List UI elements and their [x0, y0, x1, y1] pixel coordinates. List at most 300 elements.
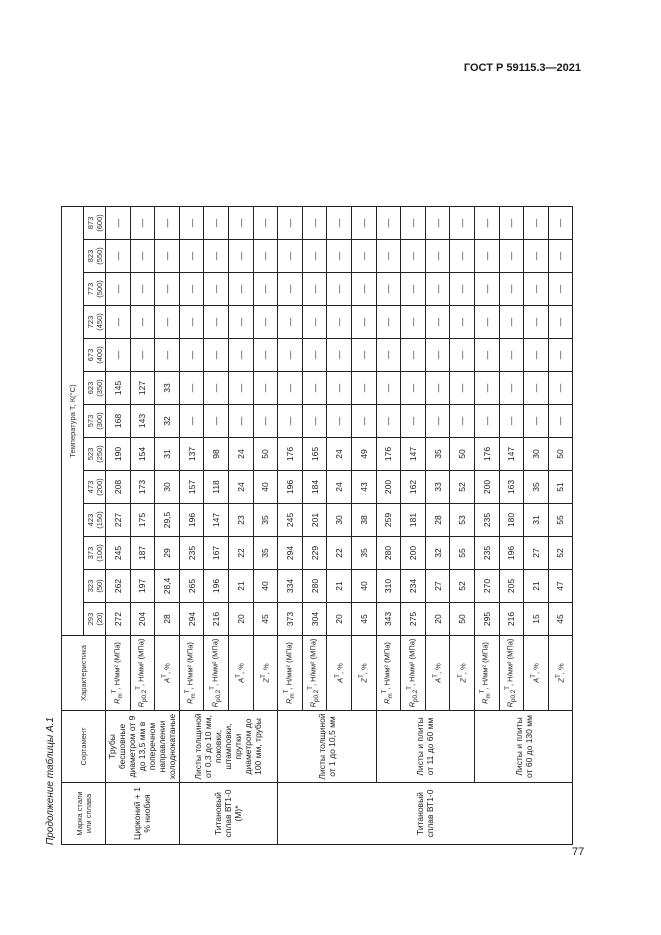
temp-kelvin: 423 — [85, 513, 95, 527]
value-cell: 176 — [278, 438, 303, 471]
value-cell: — — [351, 306, 376, 339]
value-cell: 147 — [401, 438, 426, 471]
header-temp — [84, 603, 106, 636]
header-temp — [84, 471, 106, 504]
header-temp — [84, 405, 106, 438]
value-cell: — — [548, 240, 573, 273]
value-cell: — — [130, 306, 155, 339]
value-cell: 165 — [302, 438, 327, 471]
value-cell: 196 — [179, 504, 204, 537]
value-cell: 118 — [204, 471, 229, 504]
value-cell: 40 — [253, 570, 278, 603]
value-cell: 145 — [106, 372, 131, 405]
value-cell: 29 — [155, 537, 180, 570]
value-cell: 265 — [179, 570, 204, 603]
value-cell: — — [499, 339, 524, 372]
temp-kelvin: 623 — [85, 381, 95, 395]
value-cell: 280 — [302, 570, 327, 603]
value-cell: 201 — [302, 504, 327, 537]
value-cell: 197 — [130, 570, 155, 603]
value-cell: — — [524, 372, 549, 405]
rotated-page-content — [45, 95, 566, 845]
assortment-cell: Листы и плиты от 60 до 130 мм — [474, 711, 572, 783]
value-cell: 45 — [351, 603, 376, 636]
value-cell: 24 — [327, 438, 352, 471]
temp-kelvin: 473 — [85, 480, 95, 494]
value-cell: 181 — [401, 504, 426, 537]
value-cell: — — [228, 339, 253, 372]
table-body — [62, 207, 573, 845]
value-cell: 137 — [179, 438, 204, 471]
value-cell: 173 — [130, 471, 155, 504]
value-cell: — — [253, 207, 278, 240]
characteristic-cell: $A^T$, % — [425, 636, 450, 711]
value-cell: — — [155, 339, 180, 372]
temp-celsius: (300) — [94, 412, 104, 430]
value-cell: — — [351, 240, 376, 273]
value-cell: 55 — [548, 504, 573, 537]
value-cell: 235 — [474, 537, 499, 570]
temp-kelvin: 373 — [85, 546, 95, 560]
value-cell: — — [548, 372, 573, 405]
value-cell: 45 — [253, 603, 278, 636]
value-cell: — — [376, 306, 401, 339]
value-cell: — — [401, 273, 426, 306]
value-cell: — — [253, 240, 278, 273]
value-cell: — — [450, 240, 475, 273]
value-cell: 49 — [351, 438, 376, 471]
value-cell: — — [302, 273, 327, 306]
value-cell: 40 — [351, 570, 376, 603]
value-cell: 21 — [228, 570, 253, 603]
value-cell: — — [351, 405, 376, 438]
value-cell: — — [302, 240, 327, 273]
value-cell: — — [474, 339, 499, 372]
value-cell: 262 — [106, 570, 131, 603]
value-cell: — — [474, 372, 499, 405]
header-temp — [84, 240, 106, 273]
value-cell: 51 — [548, 471, 573, 504]
value-cell: — — [204, 207, 229, 240]
value-cell: — — [548, 405, 573, 438]
value-cell: — — [351, 207, 376, 240]
value-cell: — — [548, 306, 573, 339]
value-cell: — — [425, 207, 450, 240]
value-cell: 163 — [499, 471, 524, 504]
value-cell: 55 — [450, 537, 475, 570]
header-temp — [84, 570, 106, 603]
value-cell: — — [302, 339, 327, 372]
value-cell: — — [204, 405, 229, 438]
value-cell: — — [376, 240, 401, 273]
value-cell: 176 — [474, 438, 499, 471]
value-cell: — — [351, 273, 376, 306]
value-cell: 270 — [474, 570, 499, 603]
value-cell: 27 — [425, 570, 450, 603]
temp-kelvin: 323 — [85, 579, 95, 593]
value-cell: — — [253, 339, 278, 372]
value-cell: — — [425, 240, 450, 273]
temp-celsius: (400) — [94, 346, 104, 364]
value-cell: — — [302, 306, 327, 339]
value-cell: 229 — [302, 537, 327, 570]
header-temp — [84, 339, 106, 372]
table-row — [278, 207, 303, 845]
value-cell: 53 — [450, 504, 475, 537]
value-cell: 28,4 — [155, 570, 180, 603]
value-cell: — — [474, 273, 499, 306]
header-row — [62, 207, 84, 845]
value-cell: 24 — [327, 471, 352, 504]
value-cell: 28 — [425, 504, 450, 537]
temp-celsius: (600) — [94, 214, 104, 232]
value-cell: — — [278, 372, 303, 405]
temp-kelvin: 573 — [85, 414, 95, 428]
value-cell: — — [204, 240, 229, 273]
temp-kelvin: 773 — [85, 282, 95, 296]
value-cell: 147 — [204, 504, 229, 537]
value-cell: — — [351, 372, 376, 405]
value-cell: 20 — [327, 603, 352, 636]
value-cell: — — [401, 306, 426, 339]
characteristic-cell: $R_{p0,2}^T$, Н/мм² (МПа) — [401, 636, 426, 711]
value-cell: 200 — [376, 471, 401, 504]
value-cell: 245 — [278, 504, 303, 537]
value-cell: — — [499, 372, 524, 405]
value-cell: — — [376, 207, 401, 240]
temp-celsius: (450) — [94, 313, 104, 331]
characteristic-cell: $A^T$, % — [155, 636, 180, 711]
characteristic-cell: $R_m^T$, Н/мм² (МПа) — [179, 636, 204, 711]
value-cell: 28 — [155, 603, 180, 636]
temp-celsius: (500) — [94, 280, 104, 298]
characteristic-cell: $R_m^T$, Н/мм² (МПа) — [106, 636, 131, 711]
value-cell: 21 — [524, 570, 549, 603]
value-cell: — — [106, 240, 131, 273]
value-cell: — — [425, 273, 450, 306]
value-cell: — — [327, 405, 352, 438]
value-cell: 310 — [376, 570, 401, 603]
value-cell: 31 — [155, 438, 180, 471]
value-cell: — — [204, 273, 229, 306]
value-cell: — — [499, 306, 524, 339]
temp-celsius: (50) — [94, 579, 104, 593]
value-cell: — — [327, 240, 352, 273]
temp-kelvin: 523 — [85, 447, 95, 461]
value-cell: — — [450, 339, 475, 372]
value-cell: 45 — [548, 603, 573, 636]
value-cell: — — [302, 405, 327, 438]
value-cell: — — [548, 339, 573, 372]
header-temp — [84, 207, 106, 240]
value-cell: — — [278, 339, 303, 372]
assortment-cell: Листы толщиной от 0,3 до 10 мм, поковки, штамповки, прутки диаметром до 100 мм, трубы — [179, 711, 277, 783]
value-cell: — — [106, 273, 131, 306]
value-cell: 147 — [499, 438, 524, 471]
temp-celsius: (250) — [94, 445, 104, 463]
characteristic-cell: $Z^T$, % — [351, 636, 376, 711]
value-cell: 295 — [474, 603, 499, 636]
value-cell: 20 — [425, 603, 450, 636]
characteristic-cell: $A^T$, % — [524, 636, 549, 711]
value-cell: 50 — [253, 438, 278, 471]
value-cell: — — [106, 306, 131, 339]
value-cell: — — [450, 405, 475, 438]
temp-celsius: (150) — [94, 511, 104, 529]
value-cell: 259 — [376, 504, 401, 537]
value-cell: 15 — [524, 603, 549, 636]
value-cell: 167 — [204, 537, 229, 570]
value-cell: — — [376, 372, 401, 405]
value-cell: — — [253, 306, 278, 339]
value-cell: — — [253, 372, 278, 405]
value-cell: — — [524, 273, 549, 306]
value-cell: — — [425, 405, 450, 438]
value-cell: — — [524, 306, 549, 339]
temp-kelvin: 873 — [85, 216, 95, 230]
table-row — [376, 207, 401, 845]
temp-celsius: (20) — [94, 612, 104, 626]
value-cell: — — [450, 273, 475, 306]
value-cell: — — [228, 207, 253, 240]
value-cell: 22 — [327, 537, 352, 570]
value-cell: — — [179, 240, 204, 273]
value-cell: — — [106, 207, 131, 240]
value-cell: 162 — [401, 471, 426, 504]
value-cell: 30 — [327, 504, 352, 537]
value-cell: — — [253, 273, 278, 306]
value-cell: — — [524, 405, 549, 438]
characteristic-cell: $A^T$, % — [327, 636, 352, 711]
table-row — [179, 207, 204, 845]
value-cell: 235 — [474, 504, 499, 537]
value-cell: — — [278, 207, 303, 240]
properties-table — [61, 206, 573, 845]
value-cell: — — [450, 372, 475, 405]
value-cell: — — [278, 405, 303, 438]
value-cell: — — [351, 339, 376, 372]
value-cell: — — [450, 306, 475, 339]
value-cell: 235 — [179, 537, 204, 570]
value-cell: 30 — [155, 471, 180, 504]
value-cell: 27 — [524, 537, 549, 570]
value-cell: — — [253, 405, 278, 438]
value-cell: 24 — [228, 438, 253, 471]
value-cell: 196 — [204, 570, 229, 603]
value-cell: 334 — [278, 570, 303, 603]
value-cell: 216 — [499, 603, 524, 636]
temp-kelvin: 823 — [85, 249, 95, 263]
value-cell: 187 — [130, 537, 155, 570]
value-cell: 190 — [106, 438, 131, 471]
characteristic-cell: $R_m^T$, Н/мм² (МПа) — [474, 636, 499, 711]
characteristic-cell: $Z^T$, % — [548, 636, 573, 711]
value-cell: 227 — [106, 504, 131, 537]
value-cell: — — [327, 273, 352, 306]
value-cell: — — [179, 306, 204, 339]
header-temp — [84, 504, 106, 537]
value-cell: 35 — [425, 438, 450, 471]
temp-kelvin: 673 — [85, 348, 95, 362]
value-cell: — — [204, 372, 229, 405]
header-temp — [84, 273, 106, 306]
value-cell: — — [278, 240, 303, 273]
header-material: Марка стали или сплава — [62, 783, 106, 845]
value-cell: 35 — [253, 504, 278, 537]
value-cell: 373 — [278, 603, 303, 636]
value-cell: — — [179, 273, 204, 306]
value-cell: 180 — [499, 504, 524, 537]
value-cell: 50 — [548, 438, 573, 471]
value-cell: 234 — [401, 570, 426, 603]
value-cell: — — [155, 306, 180, 339]
characteristic-cell: $R_{p0,2}^T$, Н/мм² (МПа) — [204, 636, 229, 711]
header-characteristic: Характеристика — [62, 636, 106, 711]
value-cell: 35 — [351, 537, 376, 570]
value-cell: — — [499, 273, 524, 306]
value-cell: 294 — [179, 603, 204, 636]
value-cell: — — [204, 306, 229, 339]
material-cell: Цирконий + 1 % ниобия — [106, 783, 180, 845]
value-cell: — — [474, 306, 499, 339]
value-cell: 20 — [228, 603, 253, 636]
value-cell: — — [401, 240, 426, 273]
value-cell: 47 — [548, 570, 573, 603]
value-cell: 33 — [425, 471, 450, 504]
characteristic-cell: $R_{p0,2}^T$, Н/мм² (МПа) — [302, 636, 327, 711]
value-cell: — — [499, 240, 524, 273]
value-cell: — — [524, 207, 549, 240]
material-cell: Титановый сплав ВТ1-0 (М)* — [179, 783, 277, 845]
assortment-cell: Трубы бесшовные диаметром от 9 до 13,5 мм в поперечном направлении холоднокатаные — [106, 711, 180, 783]
value-cell: 127 — [130, 372, 155, 405]
temp-celsius: (550) — [94, 247, 104, 265]
characteristic-cell: $R_{p0,2}^T$, Н/мм² (МПа) — [499, 636, 524, 711]
value-cell: 216 — [204, 603, 229, 636]
value-cell: — — [474, 405, 499, 438]
value-cell: — — [228, 273, 253, 306]
characteristic-cell: $R_{p0,2}^T$, Н/мм² (МПа) — [130, 636, 155, 711]
value-cell: 175 — [130, 504, 155, 537]
temp-kelvin: 293 — [85, 612, 95, 626]
value-cell: 184 — [302, 471, 327, 504]
value-cell: — — [179, 405, 204, 438]
value-cell: 52 — [450, 570, 475, 603]
value-cell: — — [130, 273, 155, 306]
value-cell: — — [278, 273, 303, 306]
value-cell: — — [155, 240, 180, 273]
value-cell: — — [302, 207, 327, 240]
temp-celsius: (200) — [94, 478, 104, 496]
value-cell: 176 — [376, 438, 401, 471]
value-cell: — — [130, 339, 155, 372]
value-cell: 32 — [155, 405, 180, 438]
header-temp — [84, 438, 106, 471]
value-cell: 294 — [278, 537, 303, 570]
value-cell: 35 — [253, 537, 278, 570]
value-cell: 343 — [376, 603, 401, 636]
value-cell: — — [401, 405, 426, 438]
value-cell: — — [499, 405, 524, 438]
temp-celsius: (100) — [94, 544, 104, 562]
value-cell: — — [228, 306, 253, 339]
value-cell: — — [327, 306, 352, 339]
value-cell: 31 — [524, 504, 549, 537]
assortment-cell: Листы толщиной от 1 до 10,5 мм — [278, 711, 376, 783]
value-cell: — — [401, 339, 426, 372]
value-cell: 50 — [450, 603, 475, 636]
value-cell: — — [548, 207, 573, 240]
value-cell: — — [106, 339, 131, 372]
value-cell: 52 — [548, 537, 573, 570]
value-cell: — — [204, 339, 229, 372]
characteristic-cell: $R_m^T$, Н/мм² (МПа) — [376, 636, 401, 711]
value-cell: 43 — [351, 471, 376, 504]
value-cell: 275 — [401, 603, 426, 636]
value-cell: 200 — [401, 537, 426, 570]
characteristic-cell: $A^T$, % — [228, 636, 253, 711]
value-cell: — — [327, 339, 352, 372]
value-cell: 50 — [450, 438, 475, 471]
value-cell: 33 — [155, 372, 180, 405]
value-cell: — — [130, 207, 155, 240]
value-cell: 208 — [106, 471, 131, 504]
characteristic-cell: $R_m^T$, Н/мм² (МПа) — [278, 636, 303, 711]
value-cell: — — [155, 207, 180, 240]
value-cell: 157 — [179, 471, 204, 504]
header-temp — [84, 537, 106, 570]
value-cell: — — [548, 273, 573, 306]
value-cell: — — [524, 339, 549, 372]
value-cell: 35 — [524, 471, 549, 504]
header-assortment: Сортамент — [62, 711, 106, 783]
value-cell: 21 — [327, 570, 352, 603]
value-cell: — — [524, 240, 549, 273]
value-cell: — — [401, 207, 426, 240]
page-number: 77 — [572, 846, 585, 858]
value-cell: 200 — [474, 471, 499, 504]
value-cell: 22 — [228, 537, 253, 570]
value-cell: 272 — [106, 603, 131, 636]
value-cell: 196 — [499, 537, 524, 570]
characteristic-cell: $Z^T$, % — [253, 636, 278, 711]
value-cell: — — [474, 240, 499, 273]
header-temp — [84, 306, 106, 339]
value-cell: 205 — [499, 570, 524, 603]
header-temp — [84, 372, 106, 405]
value-cell: — — [278, 306, 303, 339]
table-row — [106, 207, 131, 845]
value-cell: 143 — [130, 405, 155, 438]
value-cell: 52 — [450, 471, 475, 504]
value-cell: 32 — [425, 537, 450, 570]
value-cell: — — [327, 207, 352, 240]
value-cell: — — [499, 207, 524, 240]
value-cell: — — [228, 372, 253, 405]
value-cell: — — [376, 405, 401, 438]
value-cell: 204 — [130, 603, 155, 636]
value-cell: — — [179, 207, 204, 240]
value-cell: 154 — [130, 438, 155, 471]
value-cell: 245 — [106, 537, 131, 570]
value-cell: — — [425, 339, 450, 372]
value-cell: — — [425, 306, 450, 339]
document-header: ГОСТ Р 59115.3—2021 — [463, 62, 581, 74]
value-cell: 196 — [278, 471, 303, 504]
value-cell: 168 — [106, 405, 131, 438]
header-temperature: Температура T, К(°С) — [62, 207, 84, 636]
value-cell: — — [302, 372, 327, 405]
